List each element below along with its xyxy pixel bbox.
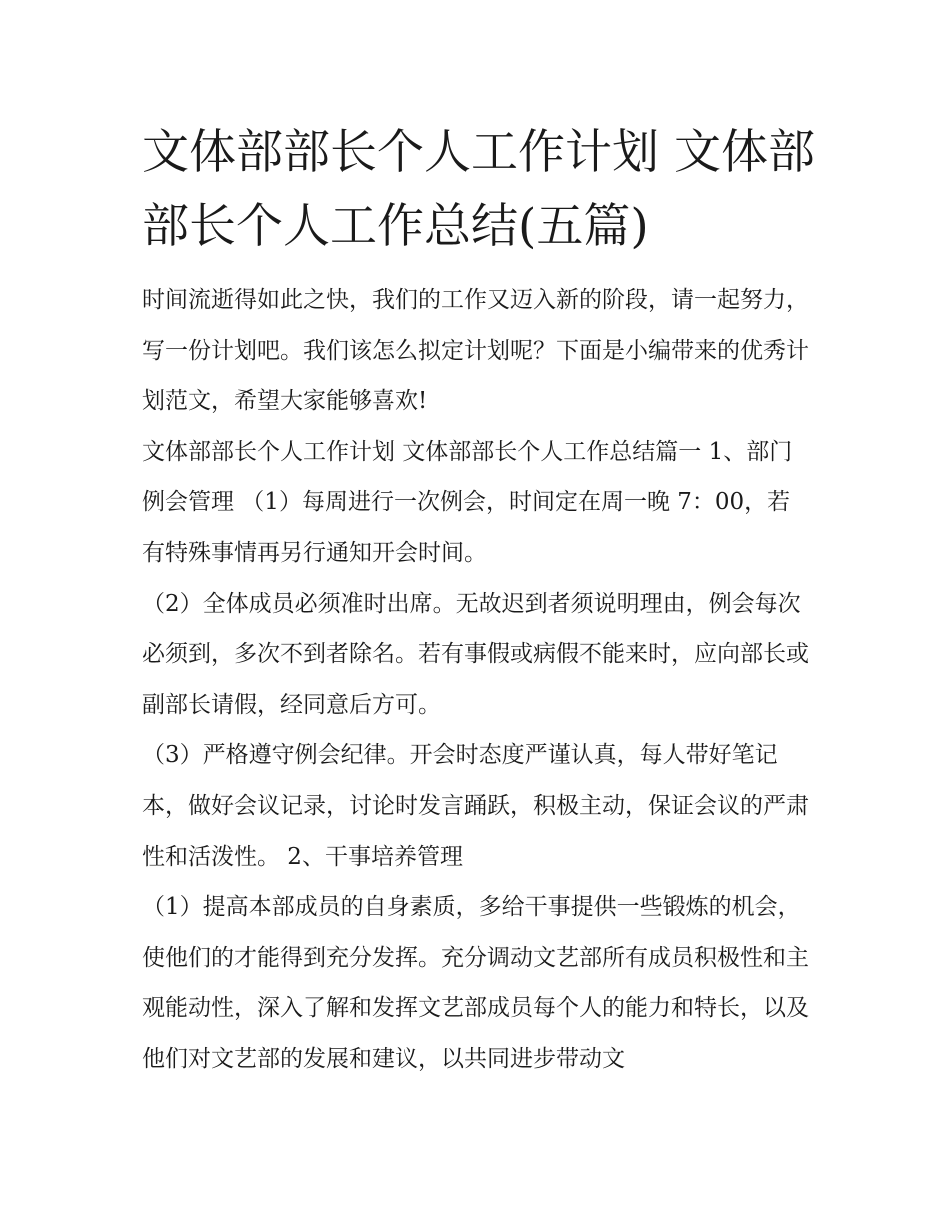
rule-two-paragraph: （2）全体成员必须准时出席。无故迟到者须说明理由，例会每次必须到，多次不到者除名。若有事假或病假不能来时，应向部长或副部长请假，经同意后方可。 (142, 590, 809, 718)
training-paragraph: （1）提高本部成员的自身素质，多给干事提供一些锻炼的机会，使他们的才能得到充分发挥。充分调动文艺部所有成员积极性和主观能动性，深入了解和发挥文艺部成员每个人的能力和特长，以及他们对文艺部的发展和建议，以共同进步带动文 (142, 894, 809, 1072)
rule-three-paragraph: （3）严格遵守例会纪律。开会时态度严谨认真，每人带好笔记本，做好会议记录，讨论时发言踊跃，积极主动，保证会议的严肃性和活泼性。 2、干事培养管理 (142, 742, 809, 870)
intro-paragraph: 时间流逝得如此之快，我们的工作又迈入新的阶段，请一起努力，写一份计划吧。我们该怎么拟定计划呢？下面是小编带来的优秀计划范文，希望大家能够喜欢! (142, 287, 809, 415)
document-title: 文体部部长个人工作计划 文体部部长个人工作总结(五篇) (142, 125, 815, 254)
section-one-paragraph: 文体部部长个人工作计划 文体部部长个人工作总结篇一 1、部门例会管理 （1）每周进行一次例会，时间定在周一晚 7：00，若有特殊事情再另行通知开会时间。 (142, 438, 793, 566)
document-body (142, 275, 812, 1085)
